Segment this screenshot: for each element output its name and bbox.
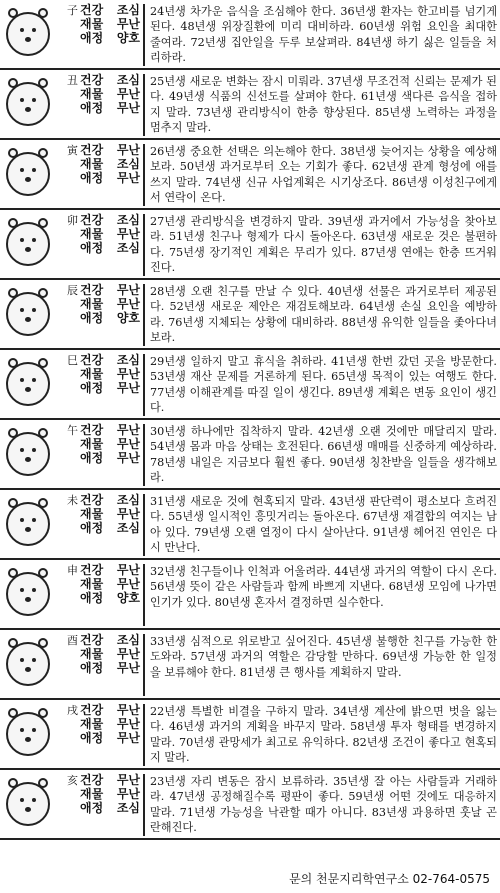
love-label: 애정 (80, 661, 104, 675)
money-status: 조심 (116, 157, 140, 171)
tiger-icon (6, 152, 60, 198)
health-status: 조심 (116, 633, 140, 647)
horse-icon (6, 432, 60, 478)
love-status: 무난 (116, 171, 140, 185)
love-fortune (80, 591, 140, 605)
zodiac-character: 巳 (67, 354, 78, 367)
fortune-categories (80, 423, 140, 465)
zodiac-row (0, 560, 500, 630)
health-label: 건강 (80, 353, 104, 367)
zodiac-row (0, 210, 500, 280)
health-status: 무난 (116, 703, 140, 717)
money-label: 재물 (80, 577, 104, 591)
fortune-categories (80, 143, 140, 185)
zodiac-row (0, 490, 500, 560)
pig-icon (6, 782, 60, 828)
money-label: 재물 (80, 717, 104, 731)
health-status: 무난 (116, 423, 140, 437)
zodiac-character: 丑 (67, 74, 78, 87)
zodiac-character: 申 (67, 564, 78, 577)
love-status: 조심 (116, 241, 140, 255)
health-label: 건강 (80, 493, 104, 507)
fortune-text: 22년생 특별한 비결을 구하지 말라. 34년생 계산에 밝으면 벗을 잃는다. 46년생 과거의 계획을 바꾸지 말라. 58년생 투자 형태를 변경하지 말라. 70년생 관망세가 최고로 유익하다. 82년생 조건이 좋다고 현혹되지 말라. (143, 704, 497, 766)
health-status: 조심 (116, 353, 140, 367)
love-status: 조심 (116, 801, 140, 815)
love-fortune (80, 101, 140, 115)
money-status: 무난 (116, 577, 140, 591)
love-label: 애정 (80, 591, 104, 605)
health-fortune (80, 143, 140, 157)
health-status: 무난 (116, 563, 140, 577)
love-status: 무난 (116, 731, 140, 745)
love-status: 무난 (116, 451, 140, 465)
zodiac-row (0, 770, 500, 840)
fortune-categories (80, 563, 140, 605)
health-label: 건강 (80, 143, 104, 157)
love-label: 애정 (80, 101, 104, 115)
health-status: 조심 (116, 213, 140, 227)
dog-icon (6, 712, 60, 758)
fortune-categories (80, 633, 140, 675)
love-fortune (80, 241, 140, 255)
health-fortune (80, 353, 140, 367)
health-fortune (80, 493, 140, 507)
health-status: 조심 (116, 493, 140, 507)
zodiac-character: 戌 (67, 704, 78, 717)
money-fortune (80, 367, 140, 381)
money-status: 무난 (116, 507, 140, 521)
love-label: 애정 (80, 521, 104, 535)
zodiac-character: 卯 (67, 214, 78, 227)
sheep-icon (6, 502, 60, 548)
rat-icon (6, 12, 60, 58)
love-label: 애정 (80, 171, 104, 185)
money-fortune (80, 717, 140, 731)
health-fortune (80, 423, 140, 437)
zodiac-row (0, 0, 500, 70)
zodiac-row (0, 350, 500, 420)
love-fortune (80, 381, 140, 395)
love-label: 애정 (80, 451, 104, 465)
fortune-text: 27년생 관리방식을 변경하지 말라. 39년생 과거에서 가능성을 찾아보라. 51년생 친구나 형제가 다시 돌아온다. 63년생 새로운 것은 불편하다. 75년생 장기적인 계획은 무리가 있다. 87년생 연애는 한층 뜨거워진다. (143, 214, 497, 276)
fortune-text: 24년생 차가운 음식을 조심해야 한다. 36년생 환자는 한고비를 넘기게 된다. 48년생 위장질환에 미리 대비하라. 60년생 위험 요인을 최대한 줄여라. 72년생 집안일을 두루 보살펴라. 84년생 하기 싫은 일들을 처리하라. (143, 4, 497, 66)
love-label: 애정 (80, 381, 104, 395)
health-fortune (80, 563, 140, 577)
money-fortune (80, 87, 140, 101)
money-label: 재물 (80, 157, 104, 171)
rooster-icon (6, 642, 60, 688)
love-status: 무난 (116, 101, 140, 115)
money-status: 무난 (116, 717, 140, 731)
love-fortune (80, 731, 140, 745)
zodiac-row (0, 420, 500, 490)
fortune-categories (80, 493, 140, 535)
love-status: 조심 (116, 521, 140, 535)
money-status: 무난 (116, 437, 140, 451)
love-fortune (80, 661, 140, 675)
money-fortune (80, 297, 140, 311)
money-fortune (80, 227, 140, 241)
money-status: 무난 (116, 87, 140, 101)
fortune-categories (80, 773, 140, 815)
health-label: 건강 (80, 633, 104, 647)
health-status: 무난 (116, 283, 140, 297)
money-label: 재물 (80, 647, 104, 661)
love-label: 애정 (80, 241, 104, 255)
snake-icon (6, 362, 60, 408)
love-status: 양호 (116, 311, 140, 325)
health-fortune (80, 213, 140, 227)
contact-footer: 문의 천문지리학연구소 02-764-0575 (289, 872, 490, 886)
love-fortune (80, 171, 140, 185)
ox-icon (6, 82, 60, 128)
zodiac-row (0, 700, 500, 770)
health-label: 건강 (80, 213, 104, 227)
love-label: 애정 (80, 801, 104, 815)
zodiac-row (0, 630, 500, 700)
money-status: 무난 (116, 787, 140, 801)
money-fortune (80, 787, 140, 801)
money-label: 재물 (80, 437, 104, 451)
fortune-text: 26년생 중요한 선택은 의논해야 한다. 38년생 늦어지는 상황을 예상해 보라. 50년생 과거로부터 오는 기회가 좋다. 62년생 관계 형성에 애를 쓰지 말라. 74년생 신규 사업계획은 시기상조다. 86년생 이성친구에게서 연락이 온다. (143, 144, 497, 206)
love-fortune (80, 311, 140, 325)
fortune-text: 31년생 새로운 것에 현혹되지 말라. 43년생 판단력이 평소보다 흐려진다. 55년생 일시적인 흥밋거리는 돌아온다. 67년생 재결합의 여지는 남아 있다. 79년생 오랜 열정이 다시 살아난다. 91년생 헤어진 연인은 다시 만난다. (143, 494, 497, 556)
health-label: 건강 (80, 73, 104, 87)
fortune-text: 30년생 하나에만 집착하지 말라. 42년생 오랜 것에만 매달리지 말라. 54년생 몸과 마음 상태는 호전된다. 66년생 매매를 신중하게 예상하라. 78년생 내일은 지금보다 훨씬 좋다. 90년생 칭찬받을 일들을 생각해보라. (143, 424, 497, 486)
health-fortune (80, 773, 140, 787)
zodiac-character: 寅 (67, 144, 78, 157)
money-status: 무난 (116, 367, 140, 381)
monkey-icon (6, 572, 60, 618)
love-status: 양호 (116, 591, 140, 605)
money-fortune (80, 647, 140, 661)
money-label: 재물 (80, 227, 104, 241)
fortune-text: 28년생 오랜 친구를 만날 수 있다. 40년생 선물은 과거로부터 제공된다. 52년생 새로운 제안은 재검토해보라. 64년생 손실 요인을 예방하라. 76년생 지체되는 상황에 대비하라. 88년생 유익한 일들을 좇아다녀보라. (143, 284, 497, 346)
zodiac-character: 亥 (67, 774, 78, 787)
fortune-categories (80, 703, 140, 745)
fortune-text: 33년생 심적으로 위로받고 싶어진다. 45년생 불행한 친구를 가능한 한 도와라. 57년생 과거의 역할은 감당할 만하다. 69년생 가능한 한 일정을 보류해야 한다. 81년생 큰 행사를 계획하지 말라. (143, 634, 497, 696)
fortune-categories (80, 353, 140, 395)
money-status: 무난 (116, 17, 140, 31)
love-status: 양호 (116, 31, 140, 45)
zodiac-row (0, 140, 500, 210)
health-label: 건강 (80, 563, 104, 577)
love-label: 애정 (80, 31, 104, 45)
love-fortune (80, 451, 140, 465)
love-status: 무난 (116, 381, 140, 395)
money-fortune (80, 157, 140, 171)
health-status: 무난 (116, 773, 140, 787)
money-label: 재물 (80, 507, 104, 521)
fortune-text: 32년생 친구들이나 인척과 어울려라. 44년생 과거의 역할이 다시 온다. 56년생 뜻이 같은 사람들과 함께 바쁘게 지낸다. 68년생 모임에 나가면 인기가 있다. 80년생 혼자서 결정하면 실수한다. (143, 564, 497, 626)
zodiac-row (0, 280, 500, 350)
money-label: 재물 (80, 367, 104, 381)
love-fortune (80, 801, 140, 815)
health-label: 건강 (80, 283, 104, 297)
health-label: 건강 (80, 423, 104, 437)
rabbit-icon (6, 222, 60, 268)
money-fortune (80, 17, 140, 31)
money-status: 무난 (116, 297, 140, 311)
love-label: 애정 (80, 731, 104, 745)
fortune-text: 25년생 새로운 변화는 잠시 미뤄라. 37년생 무조건적 신뢰는 문제가 된다. 49년생 식품의 신선도를 살펴야 한다. 61년생 색다른 음식을 접하지 말라. 73년생 관리방식이 한층 향상된다. 85년생 노력하는 과정을 멈추지 말라. (143, 74, 497, 136)
health-label: 건강 (80, 703, 104, 717)
love-fortune (80, 521, 140, 535)
zodiac-row (0, 70, 500, 140)
health-fortune (80, 73, 140, 87)
love-status: 무난 (116, 661, 140, 675)
money-fortune (80, 577, 140, 591)
fortune-categories (80, 73, 140, 115)
health-status: 무난 (116, 143, 140, 157)
zodiac-character: 子 (67, 4, 78, 17)
money-status: 무난 (116, 647, 140, 661)
zodiac-character: 未 (67, 494, 78, 507)
zodiac-character: 午 (67, 424, 78, 437)
health-status: 조심 (116, 3, 140, 17)
dragon-icon (6, 292, 60, 338)
love-label: 애정 (80, 311, 104, 325)
money-label: 재물 (80, 87, 104, 101)
fortune-text: 23년생 자리 변동은 잠시 보류하라. 35년생 잘 아는 사람들과 거래하라. 47년생 공정해질수록 평판이 좋다. 59년생 어떤 것에도 대응하지 말라. 71년생 가능성을 낙관할 때가 아니다. 83년생 과용하면 훗날 곤란해진다. (143, 774, 497, 836)
fortune-text: 29년생 일하지 말고 휴식을 취하라. 41년생 한번 갔던 곳을 방문한다. 53년생 재산 문제를 거론하게 된다. 65년생 목적이 있는 여행도 한다. 77년생 이해관계를 따질 일이 생긴다. 89년생 계획은 변동 요인이 생긴다. (143, 354, 497, 416)
money-label: 재물 (80, 17, 104, 31)
zodiac-character: 辰 (67, 284, 78, 297)
fortune-categories (80, 213, 140, 255)
money-label: 재물 (80, 787, 104, 801)
money-fortune (80, 437, 140, 451)
fortune-categories (80, 283, 140, 325)
health-status: 조심 (116, 73, 140, 87)
fortune-categories (80, 3, 140, 45)
health-fortune (80, 633, 140, 647)
love-fortune (80, 31, 140, 45)
health-label: 건강 (80, 773, 104, 787)
health-fortune (80, 703, 140, 717)
money-label: 재물 (80, 297, 104, 311)
health-label: 건강 (80, 3, 104, 17)
money-fortune (80, 507, 140, 521)
money-status: 무난 (116, 227, 140, 241)
health-fortune (80, 3, 140, 17)
zodiac-character: 酉 (67, 634, 78, 647)
health-fortune (80, 283, 140, 297)
